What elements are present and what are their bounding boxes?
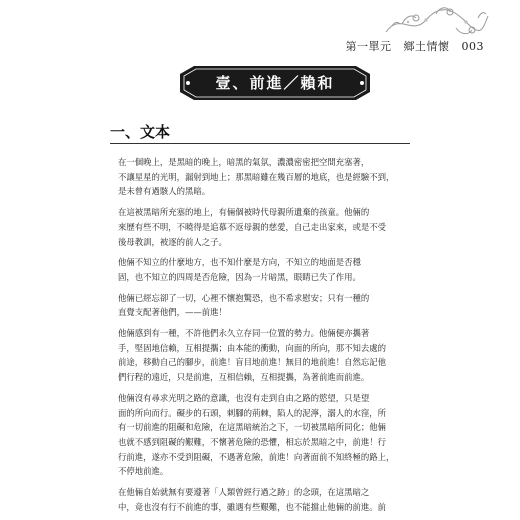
unit-label: 第一單元: [345, 40, 392, 53]
text-line: 在一個晚上，是黑暗的晚上，暗黑的氣氛，濃濃密密把空間充塞著，: [118, 157, 370, 167]
text-line: 們行程的遠近，只是前進，互相信賴，互相提攜，為著前進而前進。: [118, 372, 370, 383]
paragraph-4: [118, 291, 408, 320]
text-line: 有一切前進的阻礙和危險，在這黑暗統治之下，一切被黑暗所同化；他倆: [118, 422, 386, 433]
paragraph-1: [118, 155, 408, 199]
running-head: [338, 38, 485, 54]
paragraph-3: [118, 255, 408, 284]
unit-title: 鄉土情懷: [403, 40, 450, 53]
text-line: 也就不感到阻礙的艱難，不懷著危險的恐懼，相忘於黑暗之中，前進！行: [118, 436, 386, 447]
title-banner: [180, 66, 370, 100]
text-line: 他倆感到有一種，不許他們永久立存同一位置的勢力。他倆便亦攜著: [118, 328, 370, 339]
section-divider: [110, 143, 410, 144]
text-line: 來歷有些不明，不曉得是追慕不返母親的慈愛，自己走出家來，或是不受: [118, 221, 386, 232]
paragraph-2: [118, 205, 408, 249]
text-line: 行前進，遂亦不受到阻礙，不遇著危險，前進！向著面前不知終極的路上，: [118, 451, 395, 462]
text-line: 前途，移動自己的腳步，前進！盲目地前進！無目的地前進！自然忘記他: [118, 357, 386, 368]
text-line: 固，也不知立的四周是否危險，因為一片暗黑，眼睛已失了作用。: [118, 271, 361, 282]
paragraph-5: [118, 326, 408, 385]
text-line: 他倆沒有尋求光明之路的意識，也沒有走到自由之路的慾望，只是望: [118, 392, 370, 403]
paragraph-6: [118, 391, 408, 479]
page-number: 003: [461, 40, 484, 53]
floral-scroll-icon: [382, 2, 492, 42]
body-text: [118, 155, 408, 520]
text-line: 不停地前進。: [118, 466, 169, 477]
chapter-title: 壹、前進／賴和: [215, 74, 335, 92]
text-line: 他倆已經忘卻了一切，心裡不懷抱驚恐，也不希求慰安；只有一種的: [118, 292, 370, 303]
text-line: 在這被黑暗所充塞的地上，有倆個被時代母親所遺棄的孩童。他倆的: [118, 207, 370, 218]
text-line: 直覺支配著他們，——前進！: [118, 307, 227, 318]
text-line: 在他倆自始就無有要遵著「人類曾經行過之跡」的念頭，在這黑暗之: [118, 487, 370, 498]
text-line: 手，堅固地信賴，互相提攜；由本能的衝動，向面的所向，那不知去處的: [118, 342, 386, 353]
text-line: 不讓星星的光明，漏射到地上；那黑暗雖在幾百層的地底，也是經驗不到，: [118, 171, 395, 182]
text-line: 他倆不知立的什麼地方，也不知什麼是方向，不知立的地面是否穩: [118, 257, 361, 268]
section-heading: 一、文本: [110, 123, 171, 141]
text-line: 後母教訓，被逐的前人之子。: [118, 236, 227, 247]
text-line: 中，竟也沒有行不前進的事，雖遇有些艱難，也不能擋止他倆的前進。前: [118, 501, 386, 512]
text-line: 面的所向而行。礙步的石頭，刺腳的荊棘，陷人的泥濘，溺人的水窪，所: [118, 407, 386, 418]
text-line: 是未曾有過駭人的黑暗。: [118, 186, 211, 197]
